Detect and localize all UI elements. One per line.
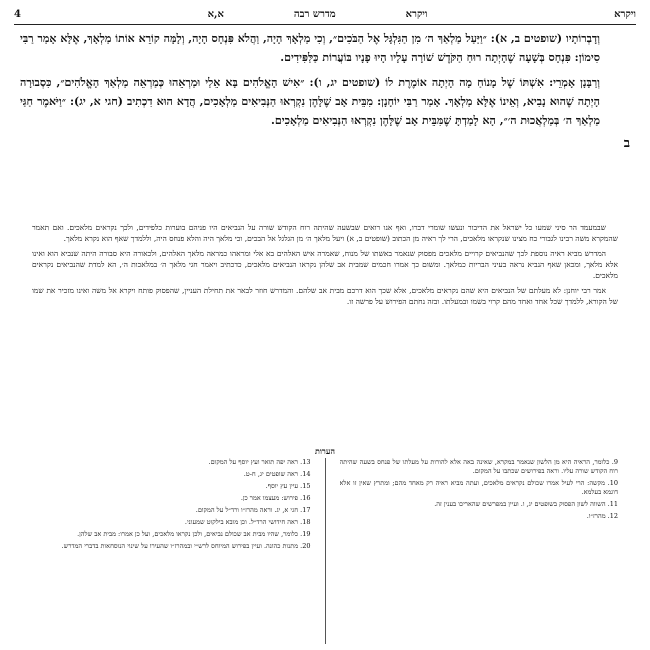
footnotes	[32, 458, 618, 644]
footnote: 13. ראה יפה תואר ועץ יוסף על המקום.	[208, 458, 311, 466]
notes-column-right	[340, 458, 619, 644]
footnote: 12. מהרז״ו.	[586, 512, 618, 520]
footnote: 9. כלומר, הראיה היא מן הלשון שנאמר במקרא, שאינה באה אלא להורות על מעלתו של פנחס בשעה שהיתה רוח הקודש שורה עליו. וראה בפירושים שכתבו על המקום.	[339, 458, 618, 475]
primary-paragraph: וְדָבְרוֹתָיו (שופטים ב, א): ״וַיַּעַל מַלְאַךְ ה׳ מִן הַגִּלְגָּל אֶל הַבֹּכִים״, וְכִי מַלְאָךְ הָיָה, וַהֲלֹא פִּנְחָס הָיָה, וְלָמָּה קוֹרֵא אוֹתוֹ מַלְאָךְ, אֶלָּא אָמַר רַבִּי סִימוֹן: פִּנְחָס בְּשָׁעָה שֶׁהָיְתָה רוּחַ הַקֹּדֶשׁ שׁוֹרָה עָלָיו הָיוּ פָנָיו בּוֹעֲרוֹת כַּלַּפִּידִים.	[20, 32, 600, 64]
primary-block-1	[20, 29, 630, 67]
primary-text	[20, 29, 630, 217]
commentary-paragraph: אמר רבי יוחנן: לא מעלתם של הנביאים היא שהם נקראים מלאכים, אלא שכך הוא דרכם מבית אב שלהם. והמדרש חוזר לבאר את תחילת העניין, שהפסוק פותח ויקרא אל משה ואינו מזכיר את שמו של הקורא, ללמדך שכל אחד ואחד מהם קרוי בשמו ובמעלתו. ובזה נחתם הפירוש על פרשה זו.	[32, 286, 618, 306]
footnote: 16. פירוש: מעצמו אמר כן.	[240, 494, 311, 502]
footnote: 17. חגי א, יג. וראה מהרז״ו ורד״ל על המקום.	[195, 506, 311, 514]
footnote: 19. כלומר, שהיו מבית אב שכולם נביאים, ולכן נקראו מלאכים, ועל כן אמרו: מבית אב שלהן.	[77, 530, 311, 538]
notes-title: הערות	[315, 446, 335, 456]
header-title: מדרש רבה	[293, 8, 336, 20]
notes-column-left	[32, 458, 311, 644]
header-section: א,א	[207, 8, 224, 20]
column-divider	[325, 458, 326, 644]
page-header	[14, 4, 636, 25]
footnote: 10. מקשה: הרי לעיל אמרו שכולם נקראים מלאכים, ועתה מביא ראיה רק מאחד מהם; ומתרץ שאין זו אלא דוגמא בעלמא.	[339, 479, 618, 496]
primary-block-2	[20, 73, 630, 151]
primary-paragraph: וְרַבָּנָן אָמְרֵי: אִשְׁתּוֹ שֶׁל מָנוֹחַ מָה הָיְתָה אוֹמֶרֶת לוֹ (שופטים יג, ו): ״אִישׁ הָאֱלֹהִים בָּא אֵלַי וּמַרְאֵהוּ כְּמַרְאֵה מַלְאַךְ הָאֱלֹהִים״, כִּסְבוּרָה הָיְתָה שֶׁהוּא נָבִיא, וְאֵינוֹ אֶלָּא מַלְאָךְ. אָמַר רַבִּי יוֹחָנָן: מִבֵּית אָב שֶׁלָּהֶן נִקְרְאוּ הַנְּבִיאִים מַלְאָכִים, הֲדָא הוּא דִכְתִיב (חגי א, יג): ״וַיֹּאמֶר חַגַּי מַלְאַךְ ה׳ בְּמַלְאֲכוּת ה׳״, הָא לָמַדְתָּ שֶׁמִּבֵּית אָב שֶׁלָּהֶן נִקְרְאוּ הַנְּבִיאִים מַלְאָכִים.	[20, 76, 600, 127]
footnote: 11. השווה לשון הפסוק בשופטים יג, ו. ועיין במפרשים שהאריכו בענין זה.	[434, 500, 618, 508]
commentary	[32, 222, 618, 432]
footnote: 20. מתנות כהונה. ועיין בפירוש המיוחס לרש״י ובמהרז״ו שהעירו על שינוי הנוסחאות בדברי המדרש.	[61, 542, 311, 550]
commentary-paragraph: שבמעמד הר סיני שמעו כל ישראל את הדיבור ונעשו שומרי דברו, ואף אנו רואים שבשעה שהיתה רוח הקודש שורה על הנביאים היו פניהם בוערות כלפידים, ולכך נקראים מלאכים. ואם תאמר שהמקרא משה רבינו לגבורי כח מצינו שנקראו מלאכים, הרי לך ראיה מן הכתוב (שופטים ב, א) ויעל מלאך ה׳ מן הגלגל אל הבכים, וכי מלאך היה והלא פנחס היה, וללמדך שאף הוא נקרא מלאך.	[32, 223, 618, 243]
section-letter: ב	[623, 136, 630, 151]
header-center	[208, 9, 428, 20]
footnote: 14. ראה שופטים יג, ח-ט.	[243, 470, 311, 478]
header-book-right: ויקרא	[614, 8, 636, 20]
header-book: ויקרא	[405, 8, 428, 20]
commentary-paragraph: המדרש מביא ראיה נוספת לכך שהנביאים קרויים מלאכים מפסוק שנאמר באשתו של מנוח, שאמרה איש האלהים בא אלי ומראהו כמראה מלאך האלהים, ולכאורה היא סבורה היתה שנביא הוא ואינו אלא מלאך, ומכאן שאף הנביא נראה בעיני הבריות כמלאך. ומשום כך אמרו חכמים שמבית אב שלהן נקראו הנביאים מלאכים, כדכתיב ויאמר חגי מלאך ה׳ במלאכות ה׳, הא למדת שהנביאים נקראים מלאכים.	[32, 249, 618, 280]
footnote: 18. ראה חידושי הרד״ל. וכן מובא בילקוט שמעוני.	[184, 518, 311, 526]
footnote: 15. עיין עץ יוסף.	[265, 482, 311, 490]
page-number: 4	[14, 8, 21, 20]
